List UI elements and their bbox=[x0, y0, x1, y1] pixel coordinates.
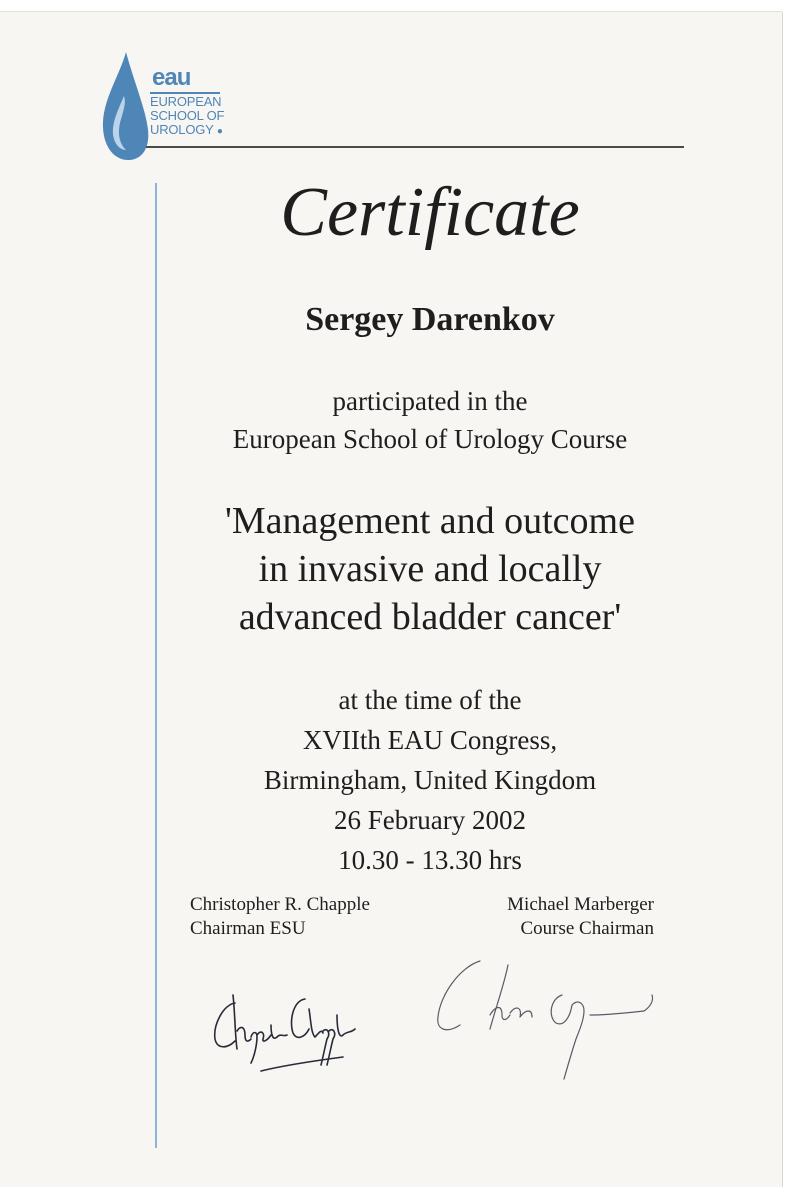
course-title-line: 'Management and outcome bbox=[225, 500, 635, 542]
event-line: at the time of the bbox=[338, 685, 522, 715]
course-title-line: advanced bladder cancer' bbox=[238, 596, 622, 638]
event-details bbox=[170, 680, 690, 880]
margin-rule bbox=[155, 183, 157, 1148]
event-time: 10.30 - 13.30 hrs bbox=[338, 845, 522, 875]
signatory-name: Christopher R. Chapple bbox=[190, 894, 370, 915]
signature-marberger-icon bbox=[430, 955, 660, 1085]
event-line: Birmingham, United Kingdom bbox=[263, 765, 597, 795]
participation-line: European School of Urology Course bbox=[232, 424, 628, 454]
recipient-name: Sergey Darenkov bbox=[305, 301, 555, 338]
logo-text bbox=[150, 95, 224, 139]
signature-chapple-icon bbox=[205, 985, 365, 1080]
signatory-role: Chairman ESU bbox=[190, 918, 306, 939]
event-date: 26 February 2002 bbox=[334, 805, 526, 835]
course-title-line: in invasive and locally bbox=[258, 548, 602, 590]
event-line: XVIIth EAU Congress, bbox=[302, 725, 558, 755]
signatory-role: Course Chairman bbox=[520, 918, 654, 939]
signatory-left bbox=[190, 893, 370, 941]
small-drop-icon: ● bbox=[216, 126, 223, 137]
signatory-right bbox=[452, 893, 654, 941]
logo-line-urology: UROLOGY ● bbox=[150, 122, 223, 137]
course-title bbox=[170, 497, 690, 641]
participation-text bbox=[170, 382, 690, 458]
header-divider bbox=[146, 146, 684, 148]
eau-acronym: eau bbox=[152, 64, 191, 91]
logo-line-european: EUROPEAN bbox=[150, 94, 222, 109]
logo-line-school: SCHOOL OF bbox=[150, 108, 225, 123]
certificate-title: Certificate bbox=[280, 174, 580, 251]
signatory-name: Michael Marberger bbox=[507, 894, 654, 915]
participation-line: participated in the bbox=[332, 386, 528, 416]
